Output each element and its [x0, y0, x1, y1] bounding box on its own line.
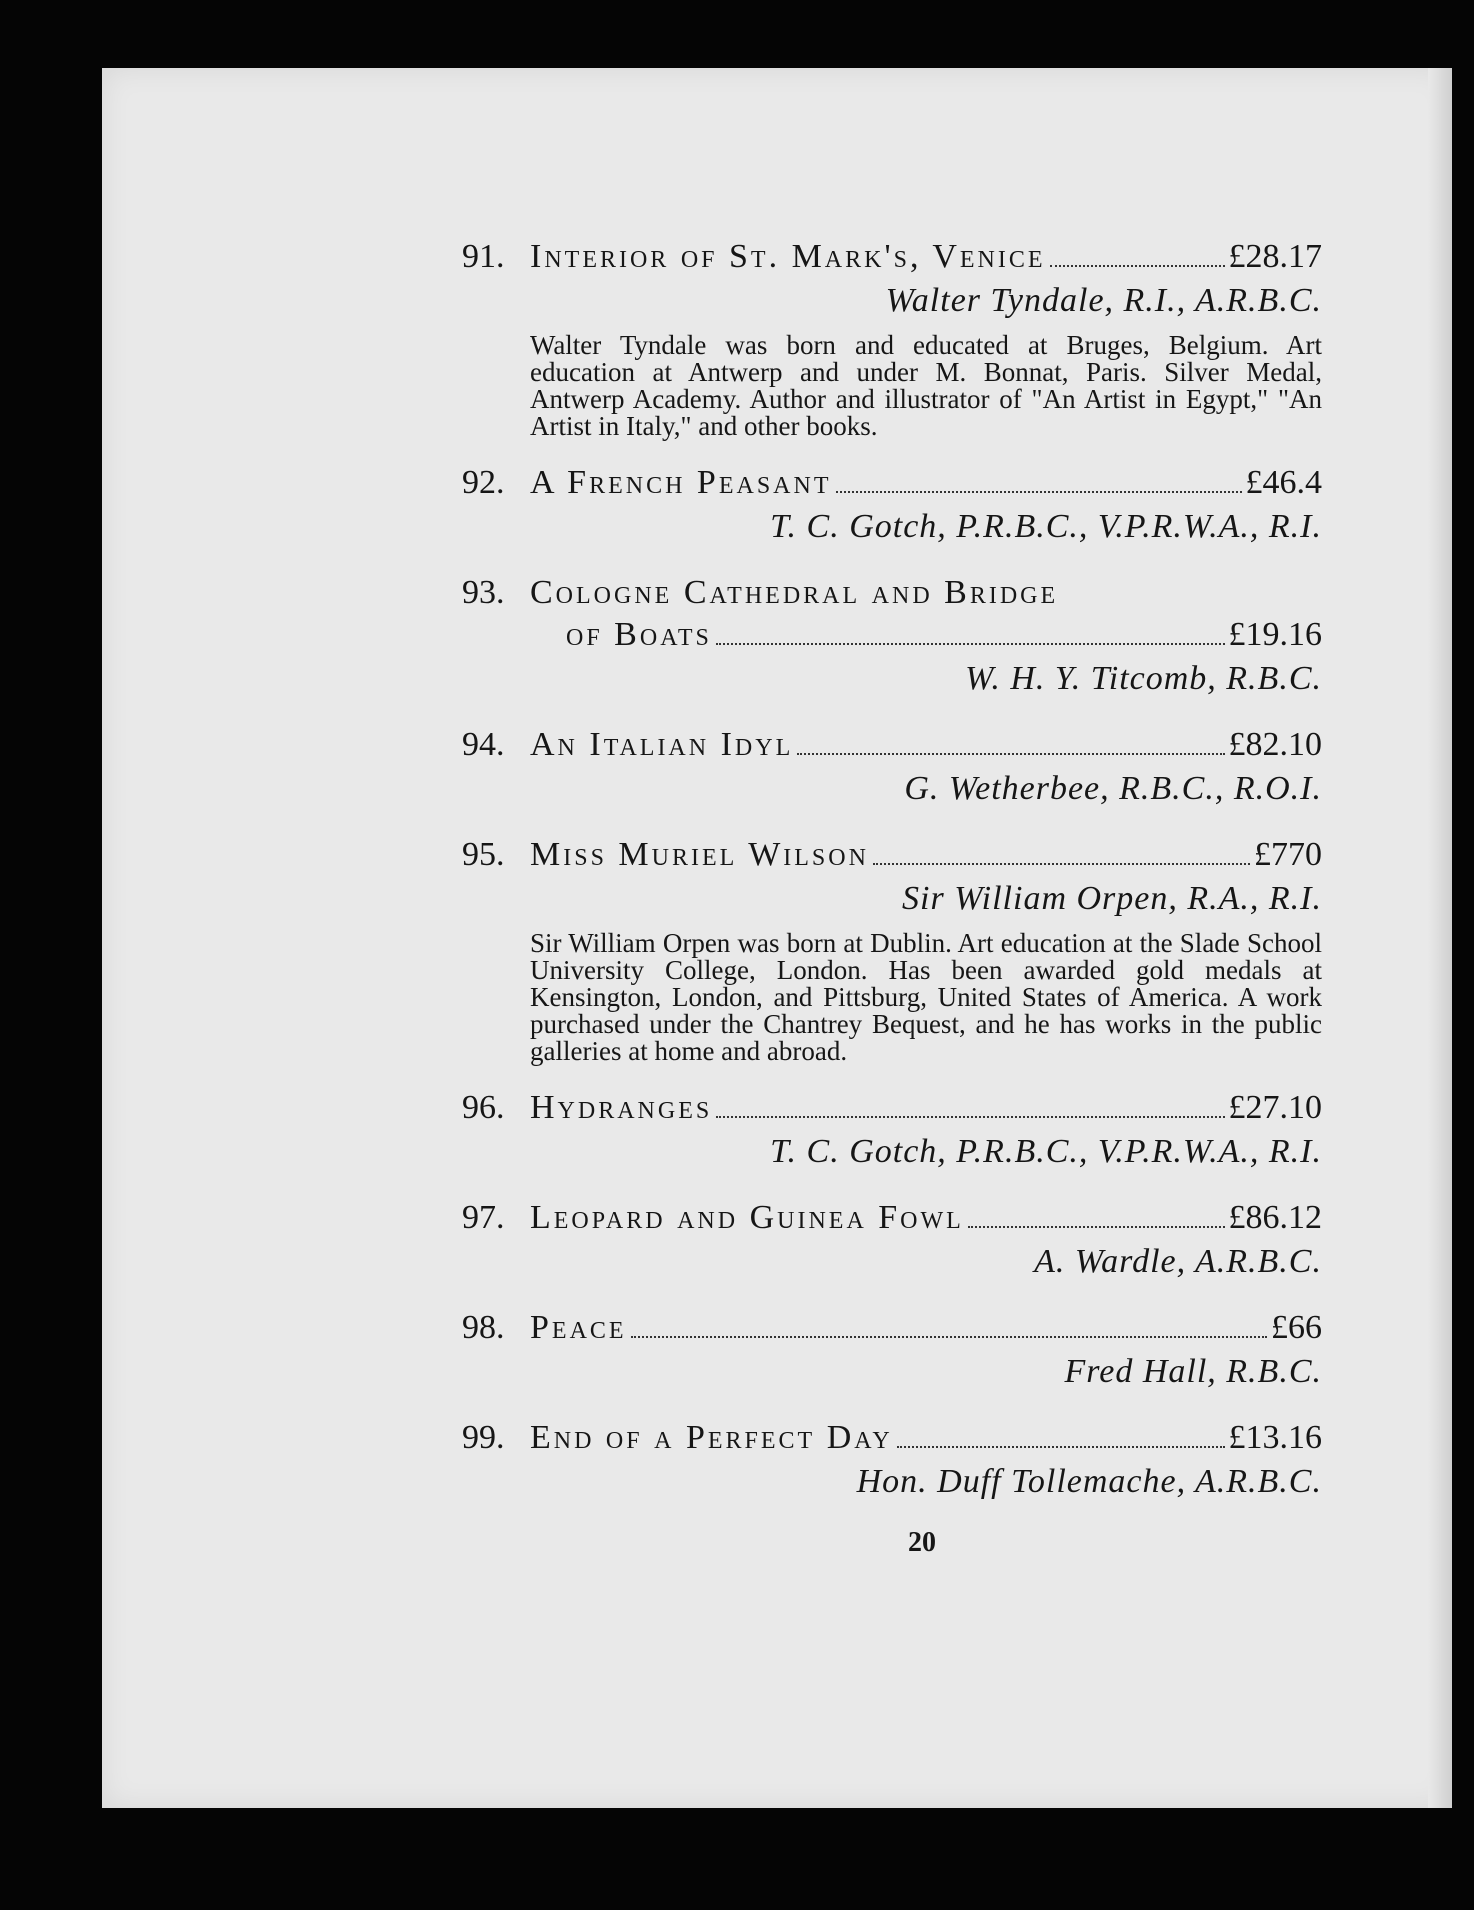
entry-title-continued: of Boats	[566, 616, 712, 653]
catalogue-list	[462, 236, 1322, 1559]
entry-number: 99.	[462, 1419, 505, 1456]
leader-dots	[797, 753, 1224, 755]
entry-artist: T. C. Gotch, P.R.B.C., V.P.R.W.A., R.I.	[770, 508, 1322, 545]
entry-number: 98.	[462, 1309, 505, 1346]
entry-number: 96.	[462, 1089, 505, 1126]
entry-title-line	[462, 1307, 1322, 1349]
catalogue-entry	[462, 834, 1322, 1065]
entry-title: An Italian Idyl	[530, 726, 794, 763]
entry-title: End of a Perfect Day	[530, 1419, 893, 1456]
entry-price: £46.4	[1245, 464, 1322, 501]
entry-number: 91.	[462, 238, 505, 275]
entry-title-line	[462, 572, 1322, 614]
entry-number: 97.	[462, 1199, 505, 1236]
entry-title-line	[462, 236, 1322, 278]
leader-dots	[1050, 265, 1225, 267]
leader-dots	[873, 863, 1250, 865]
entry-title-line	[462, 834, 1322, 876]
entry-bio: Sir William Orpen was born at Dublin. Art education at the Slade School University College, London. Has been awarded gold medals at Kensington, London, and Pittsburg, United States of America. A work purchased under the Chantrey Bequest, and he has works in the public galleries at home and abroad.	[530, 928, 1322, 1066]
entry-price: £28.17	[1228, 238, 1322, 275]
entry-price: £82.10	[1228, 726, 1322, 763]
page-spine-shadow	[1428, 68, 1452, 1808]
entry-price: £86.12	[1228, 1199, 1322, 1236]
entry-title: Leopard and Guinea Fowl	[530, 1199, 964, 1236]
catalogue-entry	[462, 572, 1322, 702]
catalogue-entry	[462, 1197, 1322, 1285]
entry-number: 94.	[462, 726, 505, 763]
entry-artist: T. C. Gotch, P.R.B.C., V.P.R.W.A., R.I.	[770, 1133, 1322, 1170]
leader-dots	[716, 1116, 1224, 1118]
entry-title: Miss Muriel Wilson	[530, 836, 869, 873]
catalogue-entry	[462, 724, 1322, 812]
entry-title: Cologne Cathedral and Bridge	[530, 574, 1059, 611]
entry-title-line	[462, 1087, 1322, 1129]
catalogue-entry	[462, 462, 1322, 550]
entry-title: A French Peasant	[530, 464, 832, 501]
entry-artist: Walter Tyndale, R.I., A.R.B.C.	[885, 282, 1322, 319]
entry-title-line	[462, 1417, 1322, 1459]
leader-dots	[716, 643, 1225, 645]
catalogue-entry	[462, 236, 1322, 440]
entry-artist: Fred Hall, R.B.C.	[1064, 1353, 1322, 1390]
catalogue-entry	[462, 1087, 1322, 1175]
entry-price: £19.16	[1228, 616, 1322, 653]
entry-number: 92.	[462, 464, 505, 501]
leader-dots	[631, 1336, 1267, 1338]
entry-artist: Sir William Orpen, R.A., R.I.	[902, 880, 1322, 917]
entry-price: £13.16	[1228, 1419, 1322, 1456]
entry-artist: W. H. Y. Titcomb, R.B.C.	[965, 660, 1322, 697]
catalogue-page	[102, 68, 1452, 1808]
entry-number: 95.	[462, 836, 505, 873]
entry-title-line	[462, 724, 1322, 766]
entry-number: 93.	[462, 574, 505, 611]
leader-dots	[897, 1446, 1225, 1448]
catalogue-entry	[462, 1417, 1322, 1505]
entry-title-line-2	[462, 614, 1322, 656]
page-number: 20	[908, 1527, 936, 1558]
entry-artist: A. Wardle, A.R.B.C.	[1034, 1243, 1322, 1280]
entry-price: £66	[1271, 1309, 1322, 1346]
entry-bio: Walter Tyndale was born and educated at Bruges, Belgium. Art education at Antwerp and under M. Bonnat, Paris. Silver Medal, Antwerp Academy. Author and illustrator of "An Artist in Egypt," "An Artist in Italy," and other books.	[530, 330, 1322, 441]
entry-title-line	[462, 462, 1322, 504]
entry-artist: Hon. Duff Tollemache, A.R.B.C.	[856, 1463, 1322, 1500]
entry-artist: G. Wetherbee, R.B.C., R.O.I.	[904, 770, 1322, 807]
entry-title: Peace	[530, 1309, 627, 1346]
catalogue-entry	[462, 1307, 1322, 1395]
leader-dots	[968, 1226, 1225, 1228]
entry-title-line	[462, 1197, 1322, 1239]
leader-dots	[836, 491, 1242, 493]
entry-price: £27.10	[1228, 1089, 1322, 1126]
entry-title: Hydranges	[530, 1089, 713, 1126]
entry-price: £770	[1254, 836, 1322, 873]
entry-title: Interior of St. Mark's, Venice	[530, 238, 1046, 275]
